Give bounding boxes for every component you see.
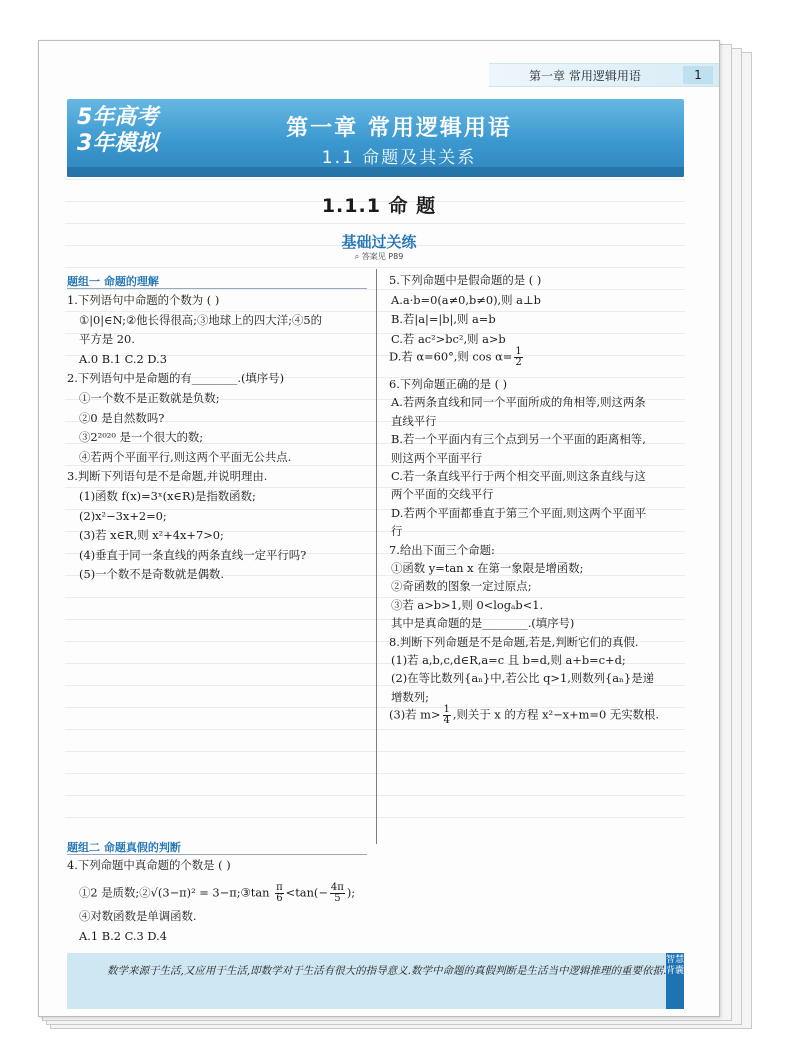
q4-mid: <tan(− — [285, 885, 328, 900]
left-lines-line: A.0 B.1 C.2 D.3 — [79, 351, 167, 366]
q4-end: ); — [346, 885, 356, 900]
q4-line-a: ①2 是质数;②√(3−π)² = 3−π;③tan — [79, 885, 270, 900]
right-lines2-line: 8.判断下列命题是不是命题,若是,判断它们的真假. — [389, 634, 639, 649]
tip-side-label: 智慧背囊 — [666, 953, 684, 1009]
right-lines2-line: C.若一条直线平行于两个相交平面,则这条直线与这 — [391, 469, 646, 483]
right-lines2-line: 其中是真命题的是________.(填序号) — [391, 616, 575, 631]
brand-logo — [77, 105, 161, 167]
book-page — [38, 40, 720, 1017]
tip-text: 数学来源于生活,又应用于生活,即数学对于生活有很大的指导意义.数学中命题的真假判断是生活当中逻辑推理的重要依据. — [107, 965, 667, 977]
right-lines2-line: 两个平面的交线平行 — [391, 487, 494, 502]
answer-reference-text: 答案见 P89 — [361, 252, 404, 261]
question-4-item-4: ④对数函数是单调函数. — [79, 909, 197, 923]
left-lines-line: (5)一个数不是奇数就是偶数. — [79, 567, 225, 582]
left-lines-line: (1)函数 f(x)=3ˣ(x∈R)是指数函数; — [79, 489, 256, 503]
right-lines-line: 5.下列命题中是假命题的是 ( ) — [389, 273, 542, 287]
left-lines-line: ④若两个平面平行,则这两个平面无公共点. — [79, 449, 292, 464]
frac-num: π — [276, 882, 283, 893]
right-lines2-line: A.若两条直线和同一个平面所成的角相等,则这两条 — [391, 395, 646, 410]
right-lines2-line: ③若 a>b>1,则 0<logₐb<1. — [391, 597, 544, 612]
lesson-title: 1.1.1 命 题 — [321, 195, 437, 217]
right-lines2-line: ②奇函数的图象一定过原点; — [391, 579, 532, 594]
left-lines-line: ②0 是自然数吗? — [79, 410, 165, 425]
answer-reference — [39, 251, 719, 262]
frac-den: 6 — [276, 893, 283, 904]
right-lines-line: C.若 ac²>bc²,则 a>b — [391, 331, 506, 346]
right-lines2-line: D.若两个平面都垂直于第三个平面,则这两个平面平 — [391, 505, 647, 520]
frac-num: 1 — [443, 704, 450, 715]
left-lines-line: (4)垂直于同一条直线的两条直线一定平行吗? — [79, 547, 307, 562]
right-lines2-line: 7.给出下面三个命题: — [389, 542, 495, 557]
left-lines-line: 1.下列语句中命题的个数为 ( ) — [67, 293, 220, 307]
frac-num: 4π — [330, 882, 344, 893]
chapter-title: 第一章 常用逻辑用语 — [286, 116, 512, 141]
left-lines-line: 平方是 20. — [79, 332, 135, 347]
right-lines2-line: B.若一个平面内有三个点到另一个平面的距离相等, — [391, 432, 646, 447]
wisdom-tip-box — [67, 953, 684, 1009]
left-lines-line: (3)若 x∈R,则 x²+4x+7>0; — [79, 528, 224, 543]
left-lines-line: 3.判断下列语句是不是命题,并说明理由. — [67, 469, 268, 484]
right-lines2-line: ①函数 y=tan x 在第一象限是增函数; — [391, 561, 584, 575]
fraction-4pi-5 — [330, 883, 345, 904]
right-lines2-line: 增数列; — [391, 689, 430, 704]
left-lines-line: 2.下列语句中是命题的有________.(填序号) — [67, 371, 285, 386]
question-4-stem: 4.下列命题中真命题的个数是 ( ) — [67, 858, 231, 872]
left-lines-line: (2)x²−3x+2=0; — [79, 508, 167, 523]
right-lines-line: B.若|a|=|b|,则 a=b — [391, 312, 496, 327]
right-lines2-line: (1)若 a,b,c,d∈R,a=c 且 b=d,则 a+b=c+d; — [391, 653, 626, 667]
running-head — [489, 63, 719, 87]
right-lines2-line: 则这两个平面平行 — [391, 450, 483, 465]
question-8-item-3 — [389, 705, 659, 726]
group2-title: 题组二 命题真假的判断 — [67, 841, 181, 854]
search-icon: ⌕ — [354, 252, 362, 261]
fraction-pi-6 — [275, 883, 284, 904]
q8-3-prefix: (3)若 m> — [389, 707, 441, 722]
q5d-prefix: D.若 α=60°,则 cos α= — [389, 349, 513, 364]
banner-stripe — [67, 167, 684, 177]
question-4-items — [79, 883, 355, 904]
left-lines-line: ①|0|∈N;②他长得很高;③地球上的四大洋;④5的 — [79, 312, 322, 327]
right-lines2-line: 直线平行 — [391, 413, 437, 428]
right-lines2-line: 行 — [391, 524, 403, 539]
question-4-options: A.1 B.2 C.3 D.4 — [79, 929, 167, 943]
right-lines2-line: (2)在等比数列{aₙ}中,若公比 q>1,则数列{aₙ}是递 — [391, 671, 654, 686]
right-lines2-line: 6.下列命题正确的是 ( ) — [389, 377, 508, 391]
left-lines-line: ③2²⁰²⁰ 是一个很大的数; — [79, 430, 204, 445]
logo-line2: 3年模拟 — [77, 131, 159, 156]
logo-line1: 5年高考 — [77, 105, 159, 130]
frac-num: 1 — [515, 346, 522, 357]
exercise-heading: 基础过关练 — [341, 233, 417, 251]
fraction-1-2 — [514, 347, 522, 368]
group1-title: 题组一 命题的理解 — [67, 275, 159, 288]
running-head-chapter: 第一章 常用逻辑用语 — [529, 69, 641, 83]
frac-den: 4 — [443, 715, 450, 726]
frac-den: 5 — [334, 893, 341, 904]
section-title: 1.1 命题及其关系 — [321, 148, 477, 168]
column-divider — [376, 269, 377, 844]
group1-rule — [67, 288, 367, 289]
page-number: 1 — [683, 66, 713, 84]
left-lines-line: ①一个数不是正数就是负数; — [79, 391, 220, 405]
fraction-1-4 — [443, 705, 451, 726]
group2-rule — [67, 854, 367, 855]
q8-3-suffix: ,则关于 x 的方程 x²−x+m=0 无实数根. — [452, 707, 660, 722]
frac-den: 2 — [515, 357, 522, 368]
right-lines-line: A.a·b=0(a≠0,b≠0),则 a⊥b — [391, 292, 541, 307]
question-5-option-d — [389, 347, 525, 368]
